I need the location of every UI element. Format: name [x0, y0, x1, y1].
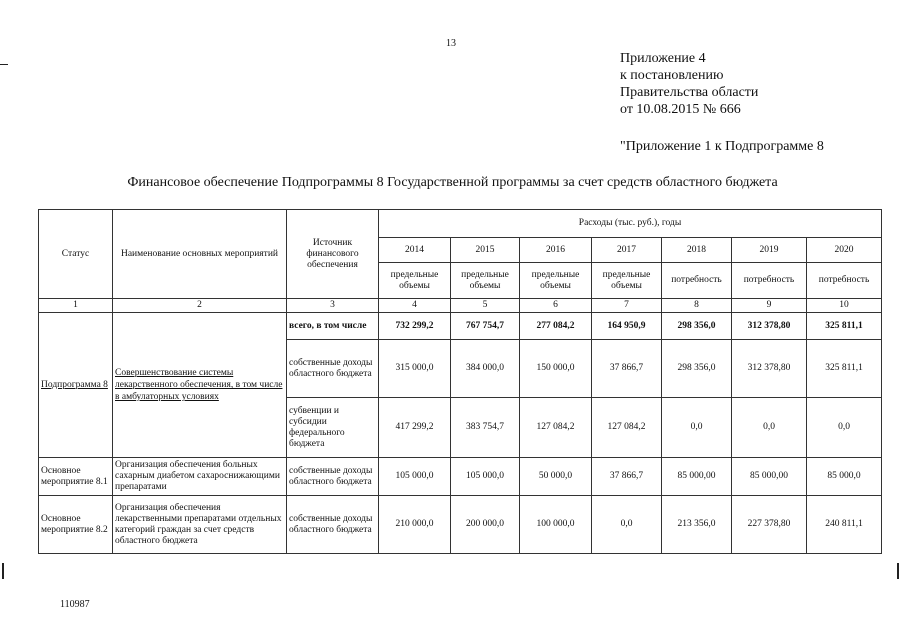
column-number: 3 — [287, 299, 379, 313]
activity-status: Основное мероприятие 8.2 — [39, 496, 113, 554]
value-cell: 298 356,0 — [662, 313, 732, 340]
value-cell: 0,0 — [807, 398, 882, 458]
column-number: 8 — [662, 299, 732, 313]
appendix-line: Приложение 4 — [620, 51, 706, 66]
value-cell: 732 299,2 — [379, 313, 451, 340]
value-cell: 240 811,1 — [807, 496, 882, 554]
header-year: 2016 — [520, 238, 592, 263]
scan-mark-left — [2, 563, 4, 579]
header-type: предельные объемы — [379, 263, 451, 299]
header-type: предельные объемы — [451, 263, 520, 299]
value-cell: 200 000,0 — [451, 496, 520, 554]
activity-name: Организация обеспечения лекарственными препаратами отдельных категорий граждан за счет средств областного бюджета — [113, 496, 287, 554]
column-number: 10 — [807, 299, 882, 313]
value-cell: 0,0 — [592, 496, 662, 554]
value-cell: 150 000,0 — [520, 340, 592, 398]
appendix-line: от 10.08.2015 № 666 — [620, 102, 741, 117]
subprogram-name-text: Совершенствование системы лекарственного обеспечения, в том числе в амбулаторных условиях — [115, 368, 283, 402]
value-cell: 105 000,0 — [451, 458, 520, 496]
value-cell: 127 084,2 — [592, 398, 662, 458]
value-cell: 37 866,7 — [592, 340, 662, 398]
header-year: 2014 — [379, 238, 451, 263]
value-cell: 0,0 — [732, 398, 807, 458]
appendix-line: к постановлению — [620, 68, 724, 83]
column-number: 1 — [39, 299, 113, 313]
appendix-line: Правительства области — [620, 85, 759, 100]
table-row — [39, 458, 882, 496]
header-year: 2018 — [662, 238, 732, 263]
source-cell: собственные доходы областного бюджета — [287, 458, 379, 496]
column-number: 4 — [379, 299, 451, 313]
value-cell: 298 356,0 — [662, 340, 732, 398]
appendix-block — [620, 50, 758, 118]
column-number: 6 — [520, 299, 592, 313]
column-number: 5 — [451, 299, 520, 313]
header-type: потребность — [807, 263, 882, 299]
value-cell: 85 000,00 — [732, 458, 807, 496]
source-cell: субвенции и субсидии федерального бюджета — [287, 398, 379, 458]
financing-table — [38, 209, 882, 554]
value-cell: 210 000,0 — [379, 496, 451, 554]
value-cell: 325 811,1 — [807, 313, 882, 340]
footer-code: 110987 — [60, 599, 90, 610]
header-status: Статус — [39, 210, 113, 299]
column-number: 2 — [113, 299, 287, 313]
value-cell: 315 000,0 — [379, 340, 451, 398]
column-number: 7 — [592, 299, 662, 313]
value-cell: 100 000,0 — [520, 496, 592, 554]
header-year: 2020 — [807, 238, 882, 263]
value-cell: 312 378,80 — [732, 340, 807, 398]
value-cell: 164 950,9 — [592, 313, 662, 340]
header-type: потребность — [732, 263, 807, 299]
header-year: 2019 — [732, 238, 807, 263]
activity-status: Основное мероприятие 8.1 — [39, 458, 113, 496]
value-cell: 325 811,1 — [807, 340, 882, 398]
header-expenses: Расходы (тыс. руб.), годы — [379, 210, 882, 238]
value-cell: 105 000,0 — [379, 458, 451, 496]
header-source: Источник финансового обеспечения — [287, 210, 379, 299]
scan-mark-right — [897, 563, 899, 579]
value-cell: 417 299,2 — [379, 398, 451, 458]
value-cell: 277 084,2 — [520, 313, 592, 340]
header-name: Наименование основных мероприятий — [113, 210, 287, 299]
header-type: предельные объемы — [520, 263, 592, 299]
subprogram-status: Подпрограмма 8 — [39, 313, 113, 458]
value-cell: 85 000,00 — [662, 458, 732, 496]
value-cell: 0,0 — [662, 398, 732, 458]
header-year: 2017 — [592, 238, 662, 263]
header-year: 2015 — [451, 238, 520, 263]
value-cell: 312 378,80 — [732, 313, 807, 340]
value-cell: 37 866,7 — [592, 458, 662, 496]
page-number: 13 — [446, 38, 456, 49]
header-type: потребность — [662, 263, 732, 299]
value-cell: 85 000,0 — [807, 458, 882, 496]
source-cell: собственные доходы областного бюджета — [287, 496, 379, 554]
value-cell: 767 754,7 — [451, 313, 520, 340]
value-cell: 227 378,80 — [732, 496, 807, 554]
scan-mark-top-left — [0, 64, 8, 65]
header-type: предельные объемы — [592, 263, 662, 299]
value-cell: 384 000,0 — [451, 340, 520, 398]
source-cell: собственные доходы областного бюджета — [287, 340, 379, 398]
annex-reference: "Приложение 1 к Подпрограмме 8 — [620, 139, 824, 154]
column-number: 9 — [732, 299, 807, 313]
subprogram-name — [113, 313, 287, 458]
document-title: Финансовое обеспечение Подпрограммы 8 Государственной программы за счет средств областного бюджета — [127, 175, 778, 190]
value-cell: 383 754,7 — [451, 398, 520, 458]
source-cell: всего, в том числе — [287, 313, 379, 340]
table-row — [39, 496, 882, 554]
value-cell: 50 000,0 — [520, 458, 592, 496]
value-cell: 127 084,2 — [520, 398, 592, 458]
value-cell: 213 356,0 — [662, 496, 732, 554]
activity-name: Организация обеспечения больных сахарным диабетом сахароснижающими препаратами — [113, 458, 287, 496]
table-row — [39, 313, 882, 340]
